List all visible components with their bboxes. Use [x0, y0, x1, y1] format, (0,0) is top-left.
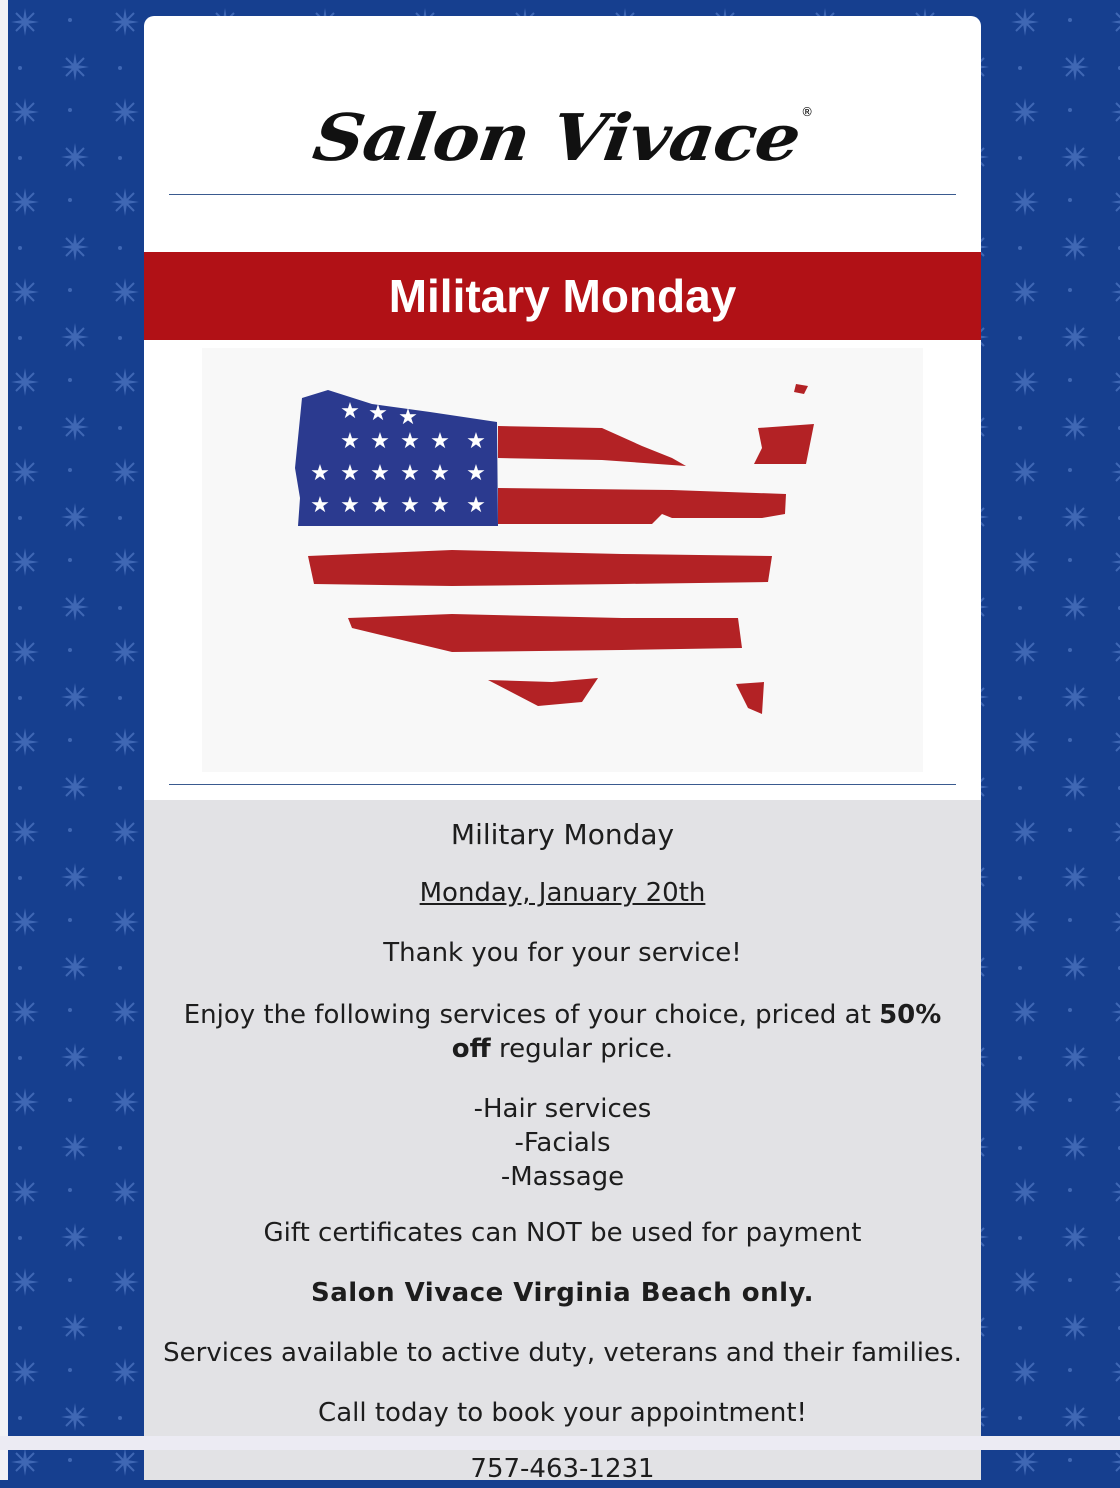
thanks-message: Thank you for your service!	[383, 938, 742, 968]
svg-text:★: ★	[400, 461, 420, 486]
service-item: -Facials	[514, 1128, 611, 1158]
svg-text:★: ★	[466, 429, 486, 454]
service-item: -Massage	[500, 1162, 625, 1192]
us-flag-map-icon	[202, 348, 923, 772]
svg-text:★: ★	[370, 461, 390, 486]
svg-text:★: ★	[340, 429, 360, 454]
svg-text:★: ★	[370, 429, 390, 454]
svg-text:★: ★	[430, 493, 450, 518]
call-to-action: Call today to book your appointment!	[318, 1398, 807, 1428]
discount-highlight: 50% off	[451, 1000, 942, 1064]
offer-text	[144, 998, 981, 1066]
promo-heading: Military Monday	[450, 818, 675, 851]
divider-top	[169, 194, 956, 195]
svg-text:★: ★	[400, 493, 420, 518]
svg-text:★: ★	[400, 429, 420, 454]
logo-text: Salon Vivace	[308, 99, 805, 176]
svg-text:★: ★	[310, 493, 330, 518]
svg-text:★: ★	[466, 461, 486, 486]
salon-vivace-logo	[144, 96, 981, 196]
services-list	[144, 1092, 981, 1194]
email-card	[144, 16, 981, 1436]
page-left-edge	[0, 0, 8, 1480]
banner-title: Military Monday	[144, 252, 981, 340]
promo-date: Monday, January 20th	[419, 878, 706, 908]
offer-suffix: regular price.	[490, 1034, 674, 1064]
service-item: -Hair services	[473, 1094, 652, 1124]
svg-text:★: ★	[340, 399, 360, 424]
svg-text:★: ★	[370, 493, 390, 518]
svg-text:★: ★	[430, 429, 450, 454]
phone-number-link[interactable]: 757-463-1231	[470, 1454, 655, 1484]
flag-map-image	[202, 348, 923, 772]
phone-panel	[144, 1450, 981, 1484]
registered-mark: ®	[801, 105, 814, 119]
svg-text:★: ★	[340, 461, 360, 486]
offer-prefix: Enjoy the following services of your choice, priced at	[183, 1000, 880, 1030]
svg-text:★: ★	[430, 461, 450, 486]
eligibility-note: Services available to active duty, veterans and their families.	[163, 1338, 962, 1368]
gift-certificate-note: Gift certificates can NOT be used for payment	[263, 1218, 862, 1248]
svg-text:★: ★	[368, 401, 388, 426]
svg-text:★: ★	[398, 405, 418, 430]
svg-text:★: ★	[340, 493, 360, 518]
divider-bottom	[169, 784, 956, 785]
promo-details-panel	[144, 800, 981, 1436]
svg-text:★: ★	[466, 493, 486, 518]
location-note: Salon Vivace Virginia Beach only.	[311, 1278, 814, 1308]
svg-text:★: ★	[310, 461, 330, 486]
card-separator	[0, 1436, 1120, 1450]
